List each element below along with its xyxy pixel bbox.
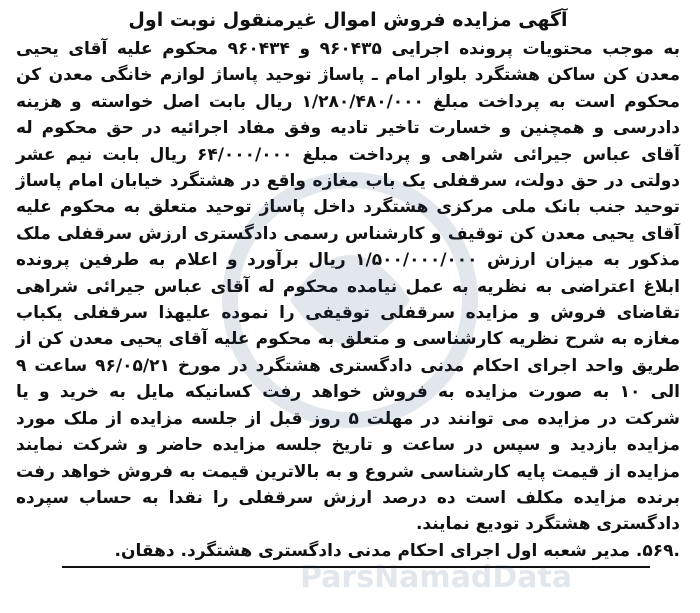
bottom-divider: [62, 566, 650, 568]
auction-notice: [12, 8, 684, 598]
notice-body: به موجب محتویات پرونده اجرایی ۹۶۰۴۳۵ و ۹۶۰۴۳۴ محکوم علیه آقای یحیی معدن کن ساکن هشتگرد بلوار امام ـ پاساژ توحید پاساژ لوازم خانگی معدن کن محکوم است به پرداخت مبلغ ۱/۲۸۰/۴۸۰/۰۰۰ ریال بابت اصل خواسته و هزینه دادرسی و همچنین و خسارت تاخیر تادیه وفق مفاد اجرائیه در حق محکوم له آقای عباس جیرائی شراهی و پرداخت مبلغ ۶۴/۰۰۰/۰۰۰ ریال بابت نیم عشر دولتی در حق دولت، سرقفلی یک باب مغازه واقع در هشتگرد خیابان امام پاساژ توحید جنب بانک ملی مرکزی هشتگرد داخل پاساژ توحید متعلق به محکوم علیه آقای یحیی معدن کن توقیف و کارشناس رسمی دادگستری ارزش سرقفلی ملک مذکور به میزان ارزش ۱/۵۰۰/۰۰۰/۰۰۰ ریال برآورد و اعلام به طرفین پرونده ابلاغ اعتراضی به نظریه به عمل نیامده محکوم له آقای عباس جیرائی شراهی تقاضای فروش و مزایده سرقفلی توقیفی را نموده علیهذا سرقفلی یکباب مغازه به شرح نظریه کارشناسی و متعلق به محکوم علیه آقای یحیی معدن کن از طریق واحد اجرای احکام مدنی دادگستری هشتگرد در مورخ ۹۶/۰۵/۲۱ ساعت ۹ الی ۱۰ به صورت مزایده به فروش خواهد رفت کسانیکه مایل به خرید و یا شرکت در مزایده می توانند در مهلت ۵ روز قبل از جلسه مزایده از ملک مورد مزایده بازدید و سپس در ساعت و تاریخ جلسه مزایده حاضر و شرکت نمایند مزایده از قیمت پایه کارشناسی شروع و به بالاترین قیمت به فروش خواهد رفت برنده مزایده مکلف است ده درصد ارزش سرقفلی را نقدا به حساب سپرده دادگستری هشتگرد تودیع نمایند.: [16, 39, 681, 535]
watermark-text: ParsNamadData: [300, 560, 573, 595]
notice-signature: .۵۶۹. مدیر شعبه اول اجرای احکام مدنی دادگستری هشتگرد. دهقان.: [114, 540, 680, 561]
notice-title: آگهی مزایده فروش اموال غیرمنقول نوبت اول: [128, 9, 568, 31]
